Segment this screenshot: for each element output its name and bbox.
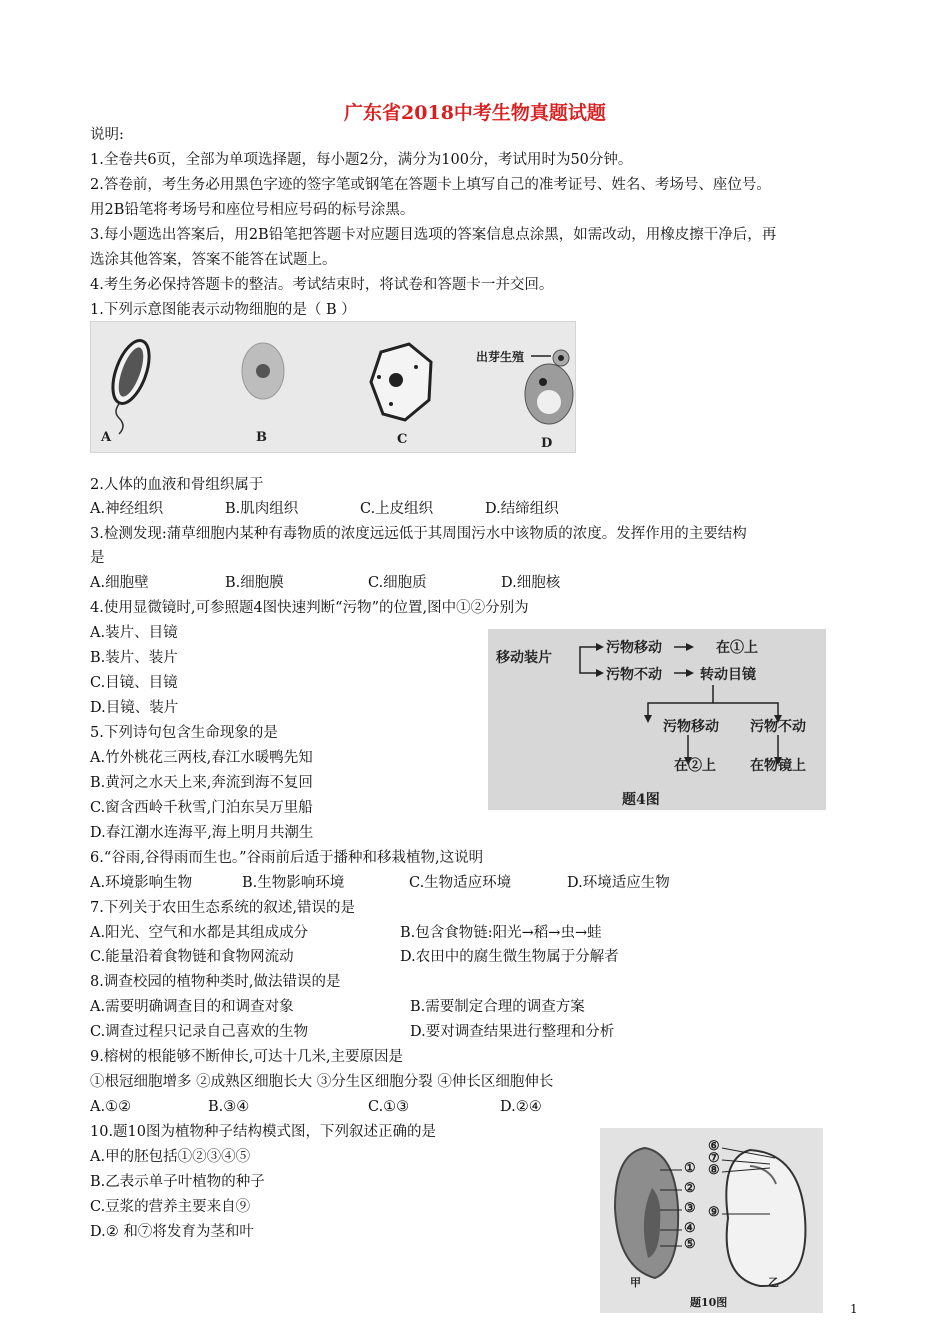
q5-option-a: A.竹外桃花三两枝,春江水暖鸭先知 [90,750,313,766]
q1-stem: 1.下列示意图能表示动物细胞的是（ B ） [90,302,356,318]
seed-part-6: ⑥ [708,1139,720,1154]
seed-part-4: ④ [684,1221,696,1236]
q3-option-c: C.细胞质 [368,575,427,591]
intro-line-2a: 2.答卷前，考生务必用黑色字迹的签字笔或钢笔在答题卡上填写自己的准考证号、姓名、考场号、座位号。 [90,177,771,193]
seed-part-8: ⑧ [708,1163,720,1178]
q4-option-c: C.目镜、目镜 [90,675,178,691]
q8-option-a: A.需要明确调查目的和调查对象 [90,999,294,1015]
q9-option-d: D.②④ [500,1099,542,1115]
q3-options [90,573,560,593]
flow-dirt-still-2: 污物不动 [750,719,806,735]
q4-stem: 4.使用显微镜时,可参照题4图快速判断“污物”的位置,图中①②分别为 [90,600,529,616]
q7-stem: 7.下列关于农田生态系统的叙述,错误的是 [90,900,355,916]
figure-label-c: C [397,432,408,447]
q2-stem: 2.人体的血液和骨组织属于 [90,477,264,493]
q5-option-d: D.春江潮水连海平,海上明月共潮生 [90,825,314,841]
flow-move-slide: 移动装片 [496,650,552,666]
q5-option-b: B.黄河之水天上来,奔流到海不复回 [90,775,313,791]
q2-option-c: C.上皮组织 [360,501,434,517]
seed-part-9: ⑨ [708,1205,720,1220]
q3-option-b: B.细胞膜 [225,575,284,591]
q4-option-d: D.目镜、装片 [90,700,179,716]
flow-dirt-moves-2: 污物移动 [663,719,719,735]
flow-at-1: 在①上 [716,640,758,656]
q2-option-a: A.神经组织 [90,501,164,517]
q9-stem: 9.榕树的根能够不断伸长,可达十几米,主要原因是 [90,1049,404,1065]
q9-option-a: A.①② [90,1099,132,1115]
intro-line-3a: 3.每小题选出答案后，用2B铅笔把答题卡对应题目选项的答案信息点涂黑，如需改动，用橡皮擦干净后，再 [90,227,777,243]
figure-label-b: B [256,430,267,445]
q10-stem: 10.题10图为植物种子结构模式图，下列叙述正确的是 [90,1124,437,1140]
q6-options [90,873,670,893]
q3-stem-b: 是 [90,550,105,566]
q10-option-c: C.豆浆的营养主要来自⑨ [90,1199,251,1215]
q9-options [90,1097,542,1117]
seed-label-yi: 乙 [768,1276,779,1289]
page-number: 1 [850,1302,858,1316]
corn-seed-drawing [615,1148,678,1278]
q7-options-ab [90,923,602,943]
q10-seed-figure [600,1128,823,1313]
q9-option-c: C.①③ [368,1099,410,1115]
q8-option-b: B.需要制定合理的调查方案 [410,999,585,1015]
q2-options [90,499,559,519]
yeast-drawing [525,350,573,424]
q2-option-d: D.结缔组织 [485,501,559,517]
q8-option-d: D.要对调查结果进行整理和分析 [410,1024,615,1040]
q8-stem: 8.调查校园的植物种类时,做法错误的是 [90,974,341,990]
q7-option-a: A.阳光、空气和水都是其组成成分 [90,925,309,941]
q6-option-d: D.环境适应生物 [567,875,670,891]
q8-option-c: C.调查过程只记录自己喜欢的生物 [90,1024,309,1040]
q5-option-c: C.窗含西岭千秋雪,门泊东吴万里船 [90,800,313,816]
q1-cell-figure [90,321,576,453]
q7-options-cd [90,947,619,967]
q7-option-b: B.包含食物链:阳光→稻→虫→蛙 [400,925,602,941]
q4-option-a: A.装片、目镜 [90,625,178,641]
seed-figure-caption: 题10图 [690,1296,728,1309]
q6-option-b: B.生物影响环境 [242,875,345,891]
figure-label-d: D [541,436,553,451]
q10-option-b: B.乙表示单子叶植物的种子 [90,1174,265,1190]
intro-line-3b: 选涂其他答案，答案不能答在试题上。 [90,252,337,268]
intro-line-2b: 用2B铅笔将考场号和座位号相应号码的标号涂黑。 [90,202,415,218]
q8-options-ab [90,997,585,1017]
budding-label: 出芽生殖 [476,350,525,364]
bacterium-drawing [106,336,157,434]
q4-flowchart [488,629,826,810]
q4-option-b: B.装片、装片 [90,650,178,666]
q8-options-cd [90,1022,614,1042]
flow-turn-eyepiece: 转动目镜 [700,667,756,683]
q9-option-b: B.③④ [208,1099,250,1115]
figure-label-a: A [101,430,112,445]
animal-cell-drawing [242,343,284,399]
intro-heading: 说明: [90,127,124,143]
q6-option-a: A.环境影响生物 [90,875,193,891]
intro-line-4: 4.考生务必保持答题卡的整洁。考试结束时，将试卷和答题卡一并交回。 [90,277,554,293]
q3-option-a: A.细胞壁 [90,575,149,591]
flow-at-2: 在②上 [674,758,716,774]
q5-stem: 5.下列诗句包含生命现象的是 [90,725,278,741]
flow-caption: 题4图 [622,792,660,808]
q7-option-d: D.农田中的腐生微生物属于分解者 [400,949,619,965]
q10-option-d: D.② 和⑦将发育为茎和叶 [90,1224,254,1240]
seed-part-3: ③ [684,1201,696,1216]
intro-line-1: 1.全卷共6页，全部为单项选择题，每小题2分，满分为100分，考试用时为50分钟。 [90,152,633,168]
q7-option-c: C.能量沿着食物链和食物网流动 [90,949,294,965]
seed-part-2: ② [684,1181,696,1196]
q3-option-d: D.细胞核 [501,575,561,591]
q2-option-b: B.肌肉组织 [225,501,299,517]
flow-dirt-still: 污物不动 [606,667,662,683]
q9-items: ①根冠细胞增多 ②成熟区细胞长大 ③分生区细胞分裂 ④伸长区细胞伸长 [90,1074,554,1090]
q6-option-c: C.生物适应环境 [409,875,512,891]
q6-stem: 6.“谷雨,谷得雨而生也。”谷雨前后适于播种和移栽植物,这说明 [90,850,484,866]
flow-on-objective: 在物镜上 [750,758,806,774]
seed-label-jia: 甲 [630,1276,641,1289]
page-title: 广东省2018中考生物真题试题 [344,102,606,124]
plant-cell-drawing [371,344,431,420]
flow-dirt-moves: 污物移动 [606,640,662,656]
seed-part-1: ① [684,1161,696,1176]
q10-option-a: A.甲的胚包括①②③④⑤ [90,1149,251,1165]
q3-stem-a: 3.检测发现:蒲草细胞内某种有毒物质的浓度远远低于其周围污水中该物质的浓度。发挥作用的主要结构 [90,526,747,542]
cell-diagrams [91,322,575,452]
seed-part-5: ⑤ [684,1237,696,1252]
seed-part-7: ⑦ [708,1151,720,1166]
